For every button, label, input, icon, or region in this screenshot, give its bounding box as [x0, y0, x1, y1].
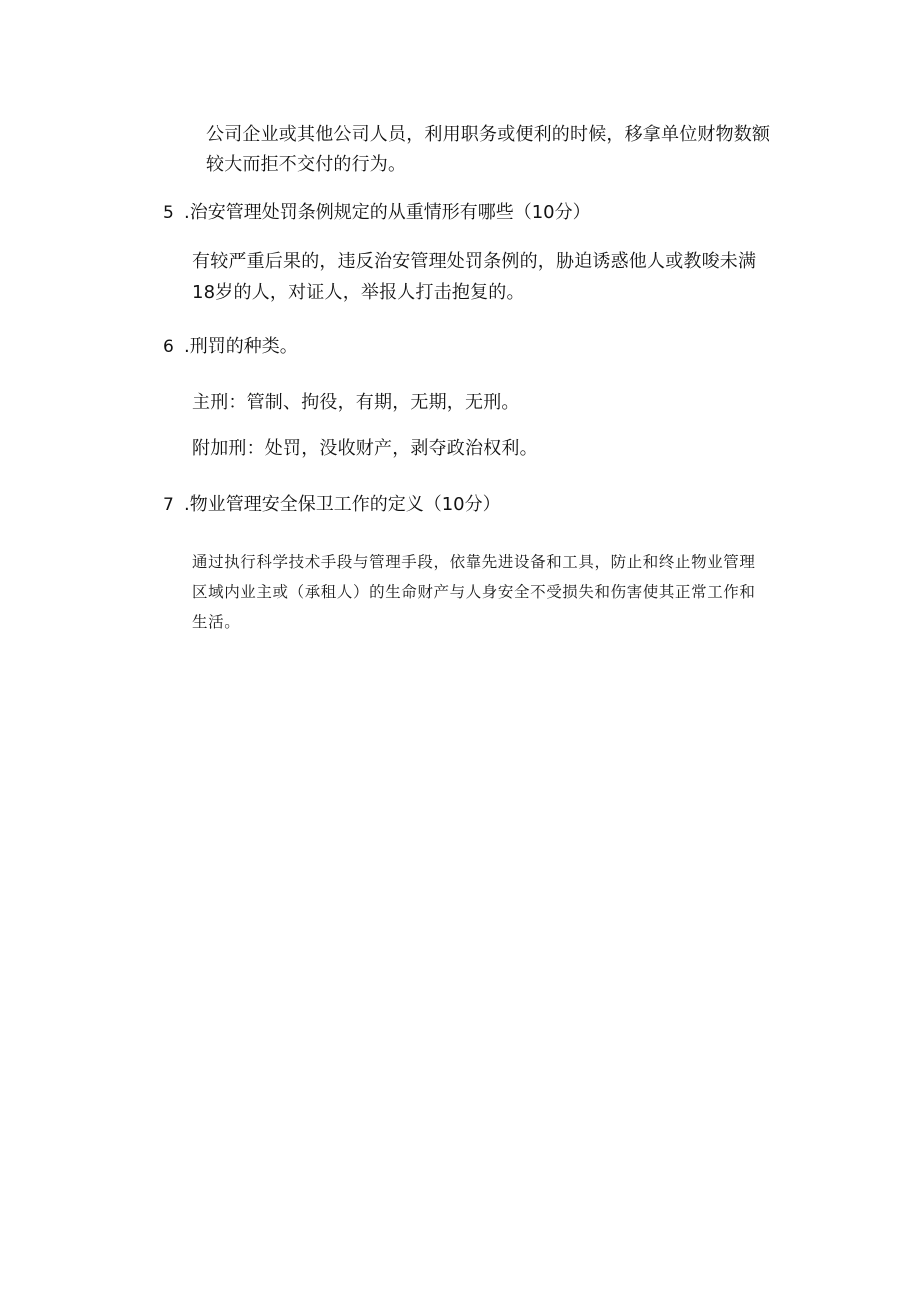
intro-line-2: 较大而拒不交付的行为。: [206, 154, 407, 175]
intro-line-1: 公司企业或其他公司人员，利用职务或便利的时候，移拿单位财物数额: [206, 124, 771, 145]
question-number: 5: [163, 203, 174, 223]
question-title: .物业管理安全保卫工作的定义（10分）: [184, 494, 501, 515]
question-title: .刑罚的种类。: [184, 336, 298, 357]
question-number: 7: [163, 495, 174, 515]
answer-line: 生活。: [192, 613, 241, 631]
answer-line: 附加刑：处罚，没收财产，剥夺政治权利。: [192, 438, 538, 459]
answer-line: 区域内业主或（承租人）的生命财产与人身安全不受损失和伤害使其正常工作和: [192, 583, 756, 601]
question-title: .治安管理处罚条例规定的从重情形有哪些（10分）: [184, 202, 591, 223]
question-number: 6: [163, 337, 174, 357]
answer-line: 18岁的人，对证人，举报人打击抱复的。: [192, 282, 525, 303]
answer-line: 有较严重后果的，违反治安管理处罚条例的，胁迫诱惑他人或教唆未满: [192, 251, 757, 272]
answer-line: 主刑：管制、拘役，有期，无期，无刑。: [192, 392, 520, 413]
answer-line: 通过执行科学技术手段与管理手段，依靠先进设备和工具，防止和终止物业管理: [192, 553, 756, 571]
